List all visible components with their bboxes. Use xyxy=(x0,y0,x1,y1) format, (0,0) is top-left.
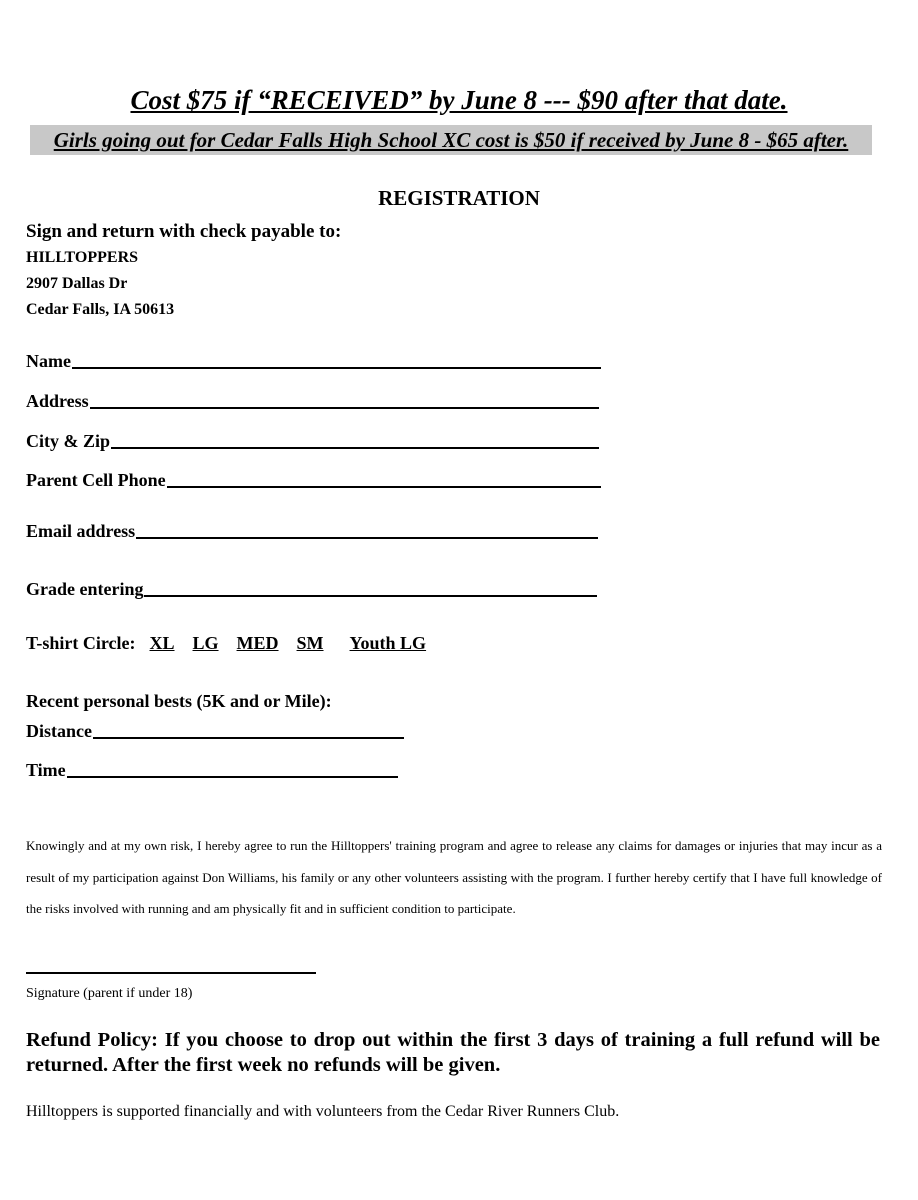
address-line[interactable] xyxy=(90,407,599,409)
distance-field[interactable] xyxy=(26,721,404,742)
email-field[interactable] xyxy=(26,521,598,542)
name-field[interactable] xyxy=(26,351,601,372)
payee-street: 2907 Dallas Dr xyxy=(26,275,128,292)
address-field[interactable] xyxy=(26,391,599,412)
tshirt-option-youth-lg[interactable]: Youth LG xyxy=(349,633,427,653)
city-zip-field[interactable] xyxy=(26,431,599,452)
time-label: Time xyxy=(26,760,66,780)
signature-line[interactable] xyxy=(26,972,316,974)
payee-name: HILLTOPPERS xyxy=(26,249,139,266)
grade-label: Grade entering xyxy=(26,579,144,599)
distance-label: Distance xyxy=(26,721,92,741)
tshirt-option-sm[interactable]: SM xyxy=(296,633,324,653)
city-zip-label: City & Zip xyxy=(26,431,111,451)
parent-phone-label: Parent Cell Phone xyxy=(26,470,166,490)
grade-field[interactable] xyxy=(26,579,597,600)
address-label: Address xyxy=(26,391,89,411)
payee-city: Cedar Falls, IA 50613 xyxy=(26,301,175,318)
signature-label: Signature (parent if under 18) xyxy=(26,986,193,1001)
time-line[interactable] xyxy=(67,776,398,778)
email-line[interactable] xyxy=(136,537,598,539)
cost-header: Cost $75 if “RECEIVED” by June 8 --- $90 after that date. xyxy=(130,85,788,115)
tshirt-option-lg[interactable]: LG xyxy=(192,633,219,653)
personal-bests-title xyxy=(26,691,332,712)
sign-return-instruction: Sign and return with check payable to: xyxy=(26,221,342,242)
refund-policy: Refund Policy: If you choose to drop out within the first 3 days of training a full refund will be returned. After the first week no refunds will be given. xyxy=(26,1029,880,1076)
tshirt-option-xl[interactable]: XL xyxy=(149,633,175,653)
tshirt-label: T-shirt Circle: xyxy=(26,633,136,653)
city-zip-line[interactable] xyxy=(111,447,599,449)
tshirt-selector xyxy=(26,633,426,654)
parent-phone-line[interactable] xyxy=(167,486,601,488)
email-label: Email address xyxy=(26,521,136,541)
liability-waiver: Knowingly and at my own risk, I hereby agree to run the Hilltoppers' training program and agree to release any claims for damages or injuries that may incur as a result of my participation against Don Williams, his family or any other volunteers assisting with the program. I further hereby certify that I have full knowledge of the risks involved with running and am physically fit and in sufficient condition to participate. xyxy=(26,838,882,916)
parent-phone-field[interactable] xyxy=(26,470,601,491)
girls-cost-banner: Girls going out for Cedar Falls High School XC cost is $50 if received by June 8 - $65 after. xyxy=(30,125,872,155)
registration-title: REGISTRATION xyxy=(378,186,540,210)
tshirt-option-med[interactable]: MED xyxy=(236,633,279,653)
name-line[interactable] xyxy=(72,367,601,369)
time-field[interactable] xyxy=(26,760,398,781)
name-label: Name xyxy=(26,351,71,371)
grade-line[interactable] xyxy=(144,595,597,597)
personal-bests-label: Recent personal bests (5K and or Mile): xyxy=(26,691,332,711)
support-note: Hilltoppers is supported financially and with volunteers from the Cedar River Runners Club. xyxy=(26,1103,620,1120)
distance-line[interactable] xyxy=(93,737,404,739)
